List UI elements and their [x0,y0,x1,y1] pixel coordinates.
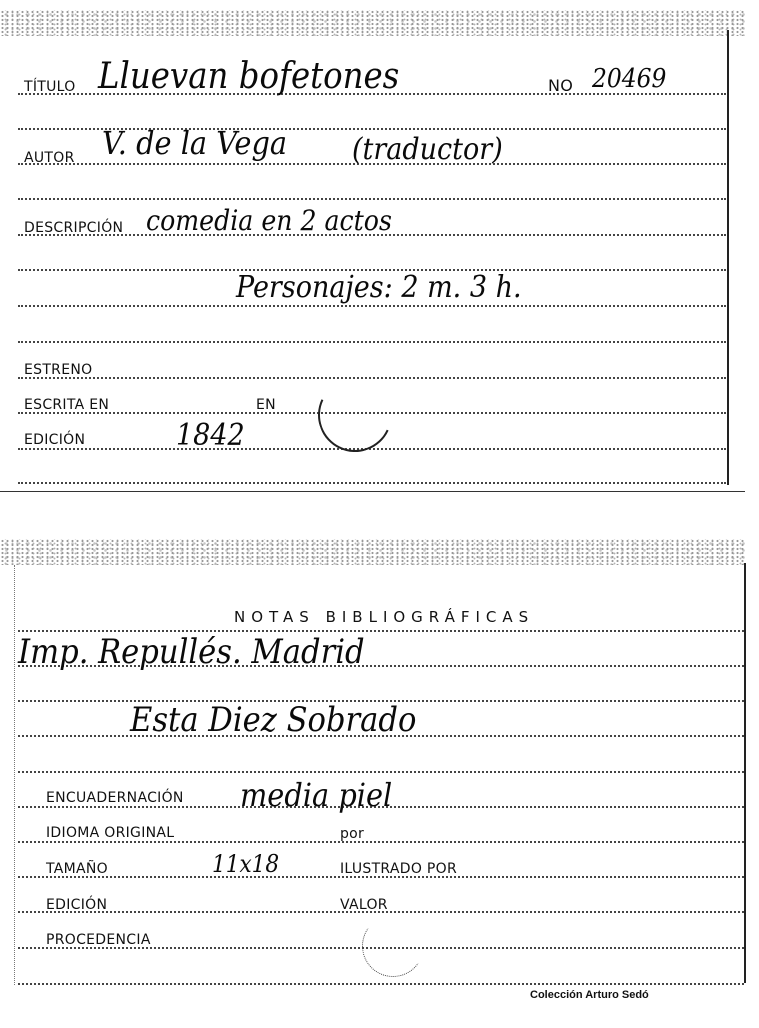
encuadernacion-label: ENCUADERNACIÓN [46,790,184,806]
note-line-1: Imp. Repullés. Madrid [18,632,365,672]
card-border [727,30,729,485]
autor-note: (traductor) [352,132,503,167]
descripcion-label: DESCRIPCIÓN [24,220,124,236]
tamano-label: TAMAÑO [46,861,108,877]
ruled-line [18,341,726,343]
collection-credit: Colección Arturo Sedó [530,989,649,1001]
personajes-value: Personajes: 2 m. 3 h. [236,270,522,305]
card-torn-edge [0,10,745,36]
ruled-line [18,482,726,484]
ruled-line [18,841,744,843]
descripcion-value: comedia en 2 actos [146,204,392,237]
edicion-value: 1842 [176,418,245,453]
edicion-label-back: EDICIÓN [46,897,108,913]
ruled-line [18,771,744,773]
ruled-line [18,448,726,450]
encuadernacion-value: media piel [240,776,393,814]
ilustrado-label: ILUSTRADO POR [340,861,457,877]
note-line-2: Esta Diez Sobrado [130,700,417,740]
catalog-card-front [0,0,759,495]
autor-label: AUTOR [24,150,75,166]
edicion-label: EDICIÓN [24,432,86,448]
valor-label: VALOR [340,897,388,913]
autor-value: V. de la Vega [102,124,288,162]
escrita-label: ESCRITA EN [24,397,110,413]
idioma-label: IDIOMA ORIGINAL [46,825,175,841]
ruled-line [18,198,726,200]
notas-heading: NOTAS BIBLIOGRÁFICAS [234,608,535,626]
titulo-label: TÍTULO [24,79,76,95]
card-bottom-edge [0,491,745,492]
card-border-left [14,565,15,985]
estreno-label: ESTRENO [24,362,93,378]
ruled-line [18,305,726,307]
por-label: por [340,826,365,842]
number-value: 20469 [592,64,667,94]
number-label: NO [548,76,574,95]
tamano-value: 11x18 [212,850,280,878]
card-torn-edge [0,539,745,565]
procedencia-label: PROCEDENCIA [46,932,151,948]
titulo-value: Lluevan bofetones [98,56,400,97]
en-label: EN [256,397,276,413]
ruled-line [18,377,726,379]
card-border [744,563,746,983]
ruled-line [18,983,744,985]
